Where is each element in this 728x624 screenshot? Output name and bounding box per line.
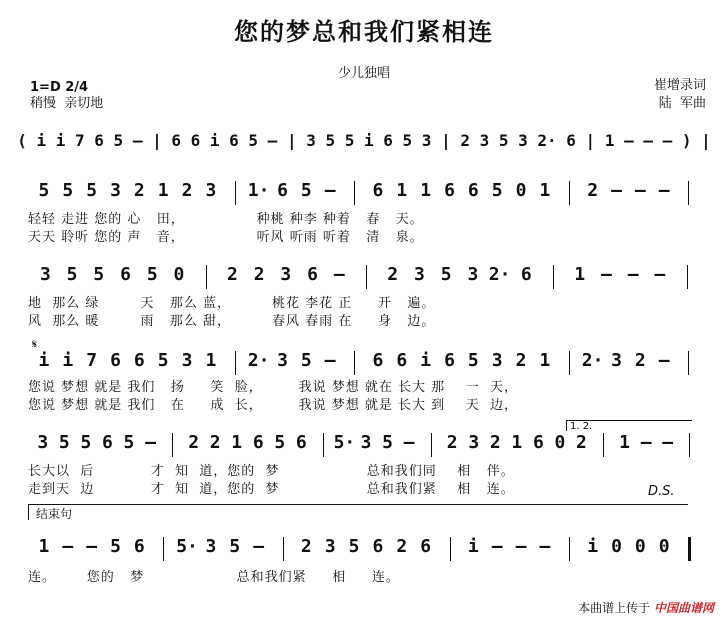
note: 1 — [539, 350, 551, 371]
note: 2· — [488, 264, 511, 285]
note: – — [324, 180, 336, 201]
note: 2 — [300, 536, 312, 557]
notation-row: ( i i 7 6 5 – | 6 6 i 6 5 – | 3 5 5 i 6 5 3 | 2 3 5 3 2· 6 | 1 – – – ) | — [17, 131, 711, 150]
note: – — [515, 536, 527, 557]
note: 6 — [307, 264, 318, 285]
note: 5 — [491, 180, 503, 201]
barline — [603, 433, 604, 457]
score-row-intro — [0, 130, 728, 158]
note: 2 — [587, 180, 599, 201]
barline — [354, 181, 355, 205]
note: 3 — [181, 350, 193, 371]
note: – — [627, 264, 639, 285]
note: 5· — [333, 432, 356, 453]
note: 6 — [532, 432, 544, 453]
note: 5 — [467, 350, 479, 371]
barline — [687, 265, 688, 289]
lyrics-row-3b: 您说 梦想 就是 我们 在 成 长， 我说 梦想 就是 长大 到 天 边， — [28, 398, 518, 413]
note: 3 — [324, 536, 336, 557]
lyrics-row-4a: 长大以 后 才 知 道，您的 梦 总和我们同 相 伴。 — [28, 464, 515, 479]
volta-label: 1. 2. — [570, 421, 593, 432]
note: 6 — [444, 350, 455, 371]
note: 5 — [274, 432, 286, 453]
note: 3 — [280, 264, 292, 285]
note: 3 — [611, 350, 622, 371]
note: 1· — [247, 180, 270, 201]
note: 1 — [38, 536, 50, 557]
barline — [553, 265, 554, 289]
note: 6 — [444, 180, 455, 201]
footer-prefix: 本曲谱上传于 — [578, 601, 651, 615]
note: – — [324, 350, 336, 371]
note: 5 — [86, 180, 98, 201]
footer-brand: 中国曲谱网 — [653, 601, 714, 615]
note: 5 — [66, 264, 78, 285]
note: 2 — [446, 432, 458, 453]
note: 1 — [231, 432, 243, 453]
note: 5 — [300, 350, 312, 371]
lyrics-row-4b: 走到天 边 才 知 道，您的 梦 总和我们紧 相 连。 — [28, 482, 515, 497]
note: 0 — [634, 536, 646, 557]
note: i — [38, 350, 50, 371]
barline — [323, 433, 324, 457]
tempo-marking: 稍慢 亲切地 — [30, 96, 104, 111]
barline — [431, 433, 432, 457]
barline — [569, 537, 570, 561]
note: 6 — [277, 180, 288, 201]
note: 1 — [619, 432, 630, 453]
note: 5 — [348, 536, 360, 557]
note: – — [62, 536, 74, 557]
note: 0 — [658, 536, 670, 557]
barline — [366, 265, 367, 289]
note: 3 — [468, 432, 480, 453]
note: i — [62, 350, 74, 371]
note: 0 — [554, 432, 566, 453]
note: 6 — [295, 432, 307, 453]
note: 6 — [467, 180, 479, 201]
note: – — [658, 350, 670, 371]
barline — [163, 537, 164, 561]
score-row-2 — [0, 264, 728, 292]
note: 5 — [110, 536, 121, 557]
note: – — [658, 180, 670, 201]
note: 5 — [229, 536, 241, 557]
ending-box — [28, 504, 688, 505]
note: 5 — [123, 432, 135, 453]
note: 1 — [396, 180, 408, 201]
note: 2 — [515, 350, 527, 371]
note: 2 — [396, 536, 408, 557]
ending-box-left — [28, 504, 29, 520]
note: 1 — [157, 180, 169, 201]
lyrics-row-1a: 轻轻 走进 您的 心 田， 种桃 种李 种着 春 天。 — [28, 212, 424, 227]
note: 5 — [300, 180, 312, 201]
note: 5 — [157, 350, 169, 371]
key-signature: 1=D 2/4 — [30, 80, 89, 95]
note: – — [601, 264, 612, 285]
note: 2 — [133, 180, 145, 201]
note: 6 — [252, 432, 264, 453]
barline — [569, 181, 570, 205]
note: 2· — [581, 350, 604, 371]
note: – — [145, 432, 156, 453]
barline — [450, 537, 451, 561]
barline — [688, 351, 689, 375]
note: – — [403, 432, 415, 453]
note: 2 — [226, 264, 238, 285]
note: 6 — [120, 264, 131, 285]
note: 3 — [491, 350, 503, 371]
note: 5 — [440, 264, 452, 285]
ending-label: 结束句 — [36, 507, 73, 521]
note: 5 — [382, 432, 393, 453]
note: – — [539, 536, 551, 557]
barline — [688, 537, 691, 561]
note: 2 — [209, 432, 221, 453]
note: 6 — [372, 536, 384, 557]
lyrics-row-2b: 风 那么 暖 雨 那么 甜， 春风 春雨 在 身 边。 — [28, 314, 436, 329]
note: 2 — [181, 180, 193, 201]
note: 3 — [205, 536, 217, 557]
note: 6 — [101, 432, 113, 453]
lyrics-row-1b: 天天 聆听 您的 声 音， 听风 听雨 听着 清 泉。 — [28, 230, 424, 245]
segno-mark: 𝄋 — [32, 337, 38, 351]
barline — [235, 351, 236, 375]
note: 6 — [372, 350, 384, 371]
note: i — [587, 536, 599, 557]
note: 6 — [133, 536, 145, 557]
note: 1 — [511, 432, 523, 453]
note: – — [611, 180, 622, 201]
note: 3 — [205, 180, 217, 201]
note: 2 — [634, 350, 646, 371]
barline — [172, 433, 173, 457]
note: 2 — [387, 264, 399, 285]
note: 3 — [360, 432, 372, 453]
note: – — [654, 264, 666, 285]
footer — [578, 599, 714, 616]
note: 5 — [146, 264, 158, 285]
volta-bracket — [566, 420, 692, 431]
score-row-4 — [0, 432, 728, 460]
barline — [283, 537, 284, 561]
note: i — [467, 536, 479, 557]
note: 6 — [420, 536, 432, 557]
note: 1 — [420, 180, 432, 201]
note: 2· — [247, 350, 270, 371]
note: 2 — [188, 432, 200, 453]
note: 5· — [176, 536, 198, 557]
lyrics-row-2a: 地 那么 绿 天 那么 蓝， 桃花 李花 正 开 遍。 — [28, 296, 436, 311]
lyrics-row-5: 连。 您的 梦 总和我们紧 相 连。 — [28, 570, 400, 585]
note: 3 — [277, 350, 288, 371]
note: 5 — [80, 432, 92, 453]
score-row-3 — [0, 350, 728, 378]
note: 5 — [38, 180, 50, 201]
note: – — [640, 432, 652, 453]
note: 2 — [253, 264, 265, 285]
note: 1 — [539, 180, 551, 201]
note: – — [491, 536, 503, 557]
note: – — [253, 536, 265, 557]
page-title: 您的梦总和我们紧相连 — [234, 18, 494, 46]
note: – — [662, 432, 674, 453]
note: 6 — [110, 350, 121, 371]
note: 2 — [576, 432, 587, 453]
lyrics-row-3a: 您说 梦想 就是 我们 扬 笑 脸， 我说 梦想 就在 长大 那 一 天， — [28, 380, 518, 395]
barline — [354, 351, 355, 375]
note: i — [420, 350, 432, 371]
score-row-1 — [0, 180, 728, 208]
note: 1 — [574, 264, 586, 285]
note: 0 — [611, 536, 622, 557]
lyricist-credit: 崔增录词 — [653, 78, 706, 93]
note: 3 — [110, 180, 121, 201]
barline — [235, 181, 236, 205]
note: 0 — [173, 264, 185, 285]
note: 6 — [396, 350, 408, 371]
barline — [569, 351, 570, 375]
note: 7 — [86, 350, 98, 371]
note: 1 — [205, 350, 217, 371]
note: 5 — [58, 432, 70, 453]
ds-marking: D.S. — [648, 484, 675, 499]
note: – — [86, 536, 98, 557]
page-subtitle: 少儿独唱 — [337, 66, 390, 81]
score-row-5 — [0, 536, 728, 564]
note: 3 — [39, 264, 51, 285]
note: 6 — [133, 350, 145, 371]
note: 5 — [93, 264, 105, 285]
note: 2 — [489, 432, 501, 453]
note: 3 — [467, 264, 479, 285]
note: 3 — [414, 264, 425, 285]
note: 3 — [37, 432, 49, 453]
note: 0 — [515, 180, 527, 201]
barline — [688, 181, 689, 205]
note: 6 — [520, 264, 532, 285]
note: 5 — [62, 180, 74, 201]
note: – — [634, 180, 646, 201]
barline — [689, 433, 690, 457]
note: – — [333, 264, 345, 285]
barline — [206, 265, 207, 289]
note: 6 — [372, 180, 384, 201]
composer-credit: 陆 军曲 — [658, 96, 706, 111]
